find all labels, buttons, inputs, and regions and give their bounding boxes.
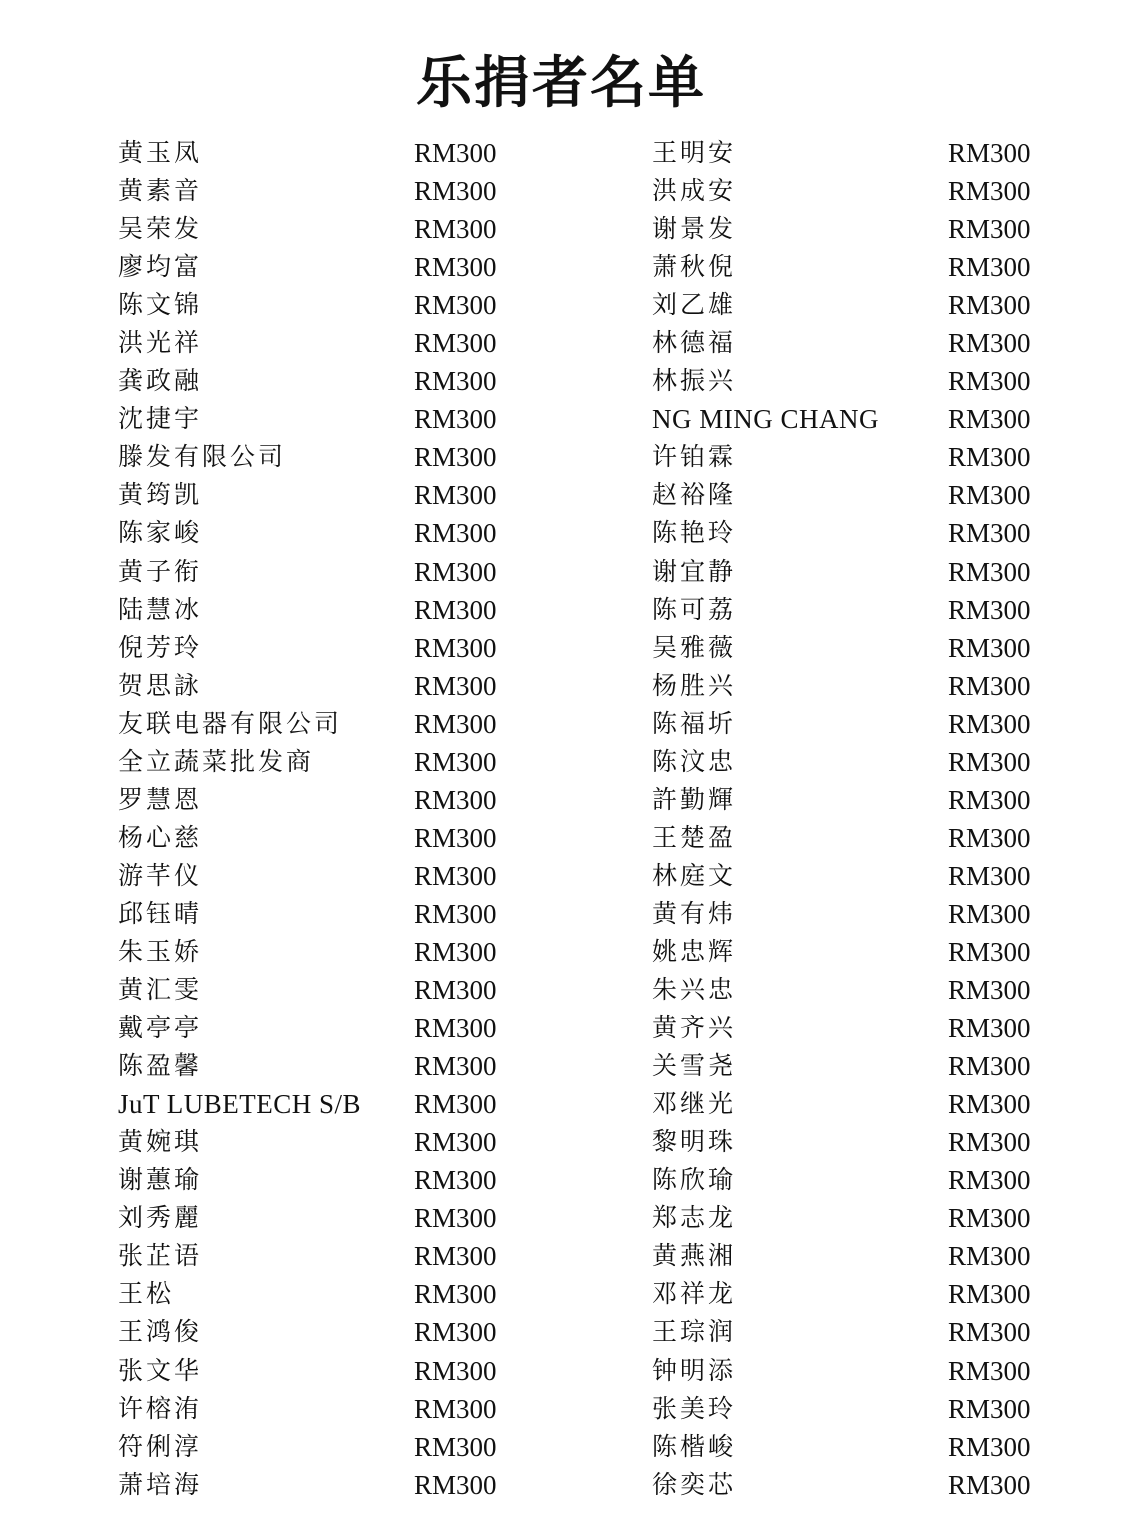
donor-row <box>118 591 558 629</box>
donor-name: 萧培海 <box>118 1469 203 1499</box>
donor-row <box>118 1009 558 1047</box>
donor-name: 许铂霖 <box>652 442 737 472</box>
donor-row <box>118 248 558 286</box>
donor-row <box>118 1466 558 1504</box>
donation-amount: RM300 <box>948 1469 1031 1500</box>
donor-row <box>652 476 1092 514</box>
donor-row <box>118 1390 558 1428</box>
donor-name: 沈捷宇 <box>118 404 203 434</box>
donor-name: 郑志龙 <box>652 1203 737 1233</box>
donor-row <box>652 324 1092 362</box>
donor-row <box>652 210 1092 248</box>
donor-row <box>652 1466 1092 1504</box>
donor-row <box>118 438 558 476</box>
donation-amount: RM300 <box>414 328 497 359</box>
donor-name: 王鸿俊 <box>118 1317 203 1347</box>
donor-name: 倪芳玲 <box>118 632 203 662</box>
donor-name: 刘乙雄 <box>652 290 737 320</box>
donor-row <box>118 667 558 705</box>
donor-name: 邱钰晴 <box>118 898 203 928</box>
donation-amount: RM300 <box>414 1127 497 1158</box>
donor-name: 陈文锦 <box>118 290 203 320</box>
donation-amount: RM300 <box>414 670 497 701</box>
donation-amount: RM300 <box>414 442 497 473</box>
donor-name: 洪成安 <box>652 176 737 206</box>
donor-name: 张美玲 <box>652 1393 737 1423</box>
donor-row <box>652 400 1092 438</box>
donor-name: 陈艳玲 <box>652 518 737 548</box>
donor-row <box>118 476 558 514</box>
donor-row <box>652 705 1092 743</box>
donor-name: 廖均富 <box>118 252 203 282</box>
donation-amount: RM300 <box>414 1013 497 1044</box>
donation-amount: RM300 <box>414 898 497 929</box>
donor-name: 吴荣发 <box>118 214 203 244</box>
donor-row <box>652 514 1092 552</box>
donor-name: 王明安 <box>652 138 737 167</box>
donor-name: 黄燕湘 <box>652 1241 737 1271</box>
donor-name: 徐奕芯 <box>652 1469 737 1499</box>
donor-name: 許勤輝 <box>652 784 737 814</box>
donor-name: 姚忠辉 <box>652 936 737 966</box>
donor-name: 陈盈馨 <box>118 1051 203 1081</box>
donation-amount: RM300 <box>948 822 1031 853</box>
donation-amount: RM300 <box>948 1241 1031 1272</box>
donor-row <box>652 362 1092 400</box>
donor-row <box>652 172 1092 210</box>
donation-amount: RM300 <box>948 290 1031 321</box>
donation-amount: RM300 <box>414 138 497 168</box>
donor-row <box>118 210 558 248</box>
donation-amount: RM300 <box>414 860 497 891</box>
donation-amount: RM300 <box>414 822 497 853</box>
donation-amount: RM300 <box>948 252 1031 283</box>
donor-row <box>118 172 558 210</box>
donor-row <box>118 1428 558 1466</box>
donor-name: 谢蕙瑜 <box>118 1165 203 1195</box>
donor-name: 杨心慈 <box>118 822 203 852</box>
donor-row <box>118 895 558 933</box>
donor-row <box>118 1161 558 1199</box>
donation-amount: RM300 <box>948 746 1031 777</box>
donor-row <box>118 819 558 857</box>
donation-amount: RM300 <box>414 1089 497 1120</box>
donation-amount: RM300 <box>948 1355 1031 1386</box>
donor-row <box>652 1237 1092 1275</box>
donation-amount: RM300 <box>414 632 497 663</box>
donor-row <box>118 743 558 781</box>
donation-amount: RM300 <box>414 1431 497 1462</box>
donor-name: 黄素音 <box>118 176 203 206</box>
donor-name: 萧秋倪 <box>652 252 737 282</box>
donor-row <box>652 1123 1092 1161</box>
donor-name: 张芷语 <box>118 1241 203 1271</box>
donation-amount: RM300 <box>948 1431 1031 1462</box>
donation-amount: RM300 <box>414 594 497 625</box>
donor-row <box>118 400 558 438</box>
donation-amount: RM300 <box>414 290 497 321</box>
donor-row <box>118 781 558 819</box>
donor-name: 洪光祥 <box>118 328 203 358</box>
donation-amount: RM300 <box>948 632 1031 663</box>
donation-amount: RM300 <box>948 1127 1031 1158</box>
donor-row <box>652 1009 1092 1047</box>
donor-row <box>118 1275 558 1313</box>
donor-name: 黄婉琪 <box>118 1127 203 1157</box>
donation-amount: RM300 <box>948 670 1031 701</box>
donation-amount: RM300 <box>948 518 1031 549</box>
donor-row <box>652 1199 1092 1237</box>
donor-name: 黄齐兴 <box>652 1013 737 1043</box>
donor-name: 陈家峻 <box>118 518 203 548</box>
donor-row <box>652 286 1092 324</box>
donor-row <box>652 971 1092 1009</box>
donation-amount: RM300 <box>414 1051 497 1082</box>
donor-name: 滕发有限公司 <box>118 442 287 472</box>
donor-row <box>118 1123 558 1161</box>
donation-amount: RM300 <box>948 1051 1031 1082</box>
donor-row <box>118 324 558 362</box>
donor-row <box>118 134 558 172</box>
donor-row <box>652 134 1092 172</box>
page-title: 乐捐者名单 <box>416 51 706 116</box>
donor-name: 朱玉娇 <box>118 936 203 966</box>
donation-amount: RM300 <box>414 1355 497 1386</box>
donation-amount: RM300 <box>414 1393 497 1424</box>
donor-row <box>652 1275 1092 1313</box>
donor-name: 林德福 <box>652 328 737 358</box>
donation-amount: RM300 <box>948 1089 1031 1120</box>
donation-amount: RM300 <box>948 404 1031 435</box>
donor-row <box>652 667 1092 705</box>
donation-amount: RM300 <box>414 1279 497 1310</box>
donor-row <box>652 857 1092 895</box>
donor-name: 朱兴忠 <box>652 975 737 1005</box>
donor-row <box>118 1352 558 1390</box>
donor-name: 陈福圻 <box>652 708 737 738</box>
donor-name: 陈可荔 <box>652 594 737 624</box>
donor-name: 赵裕隆 <box>652 480 737 510</box>
donation-amount: RM300 <box>948 936 1031 967</box>
donor-row <box>652 1313 1092 1351</box>
donor-row <box>652 438 1092 476</box>
donation-amount: RM300 <box>414 975 497 1006</box>
donor-name: 邓继光 <box>652 1089 737 1119</box>
donation-amount: RM300 <box>414 708 497 739</box>
donor-name: JuT LUBETECH S/B <box>118 1089 362 1120</box>
donor-name: 龚政融 <box>118 366 203 396</box>
donor-row <box>118 933 558 971</box>
donor-name: 陈欣瑜 <box>652 1165 737 1195</box>
donor-name: 王琮润 <box>652 1317 737 1347</box>
donor-row <box>652 629 1092 667</box>
donation-amount: RM300 <box>414 176 497 207</box>
donor-row <box>652 248 1092 286</box>
donor-name: 关雪尧 <box>652 1051 737 1081</box>
donation-amount: RM300 <box>948 898 1031 929</box>
donation-amount: RM300 <box>948 1203 1031 1234</box>
donation-amount: RM300 <box>948 480 1031 511</box>
donor-name: 张文华 <box>118 1355 203 1385</box>
donor-row <box>118 362 558 400</box>
donation-amount: RM300 <box>948 1013 1031 1044</box>
donor-row <box>118 514 558 552</box>
donor-name: 友联电器有限公司 <box>118 708 343 738</box>
donor-name: 戴亭亭 <box>118 1013 203 1043</box>
donor-name: 陈汶忠 <box>652 746 737 776</box>
donation-amount: RM300 <box>948 1165 1031 1196</box>
donation-amount: RM300 <box>414 936 497 967</box>
donation-amount: RM300 <box>948 176 1031 207</box>
donor-name: 陆慧冰 <box>118 594 203 624</box>
donation-amount: RM300 <box>414 556 497 587</box>
donor-row <box>652 933 1092 971</box>
donor-name: 谢宜静 <box>652 556 737 586</box>
donor-row <box>652 1161 1092 1199</box>
donation-amount: RM300 <box>414 480 497 511</box>
donor-row <box>652 1085 1092 1123</box>
donor-name: 陈楷峻 <box>652 1431 737 1461</box>
donor-row <box>118 971 558 1009</box>
donor-list-left <box>118 134 558 1504</box>
donor-name: 钟明添 <box>652 1355 737 1385</box>
donation-amount: RM300 <box>948 1279 1031 1310</box>
donor-name: NG MING CHANG <box>652 404 879 435</box>
donor-name: 游芊仪 <box>118 860 203 890</box>
donor-row <box>652 1390 1092 1428</box>
donation-amount: RM300 <box>414 746 497 777</box>
donor-row <box>118 857 558 895</box>
donation-amount: RM300 <box>948 784 1031 815</box>
donation-amount: RM300 <box>414 1241 497 1272</box>
donor-row <box>118 1047 558 1085</box>
donor-row <box>652 591 1092 629</box>
donor-row <box>652 781 1092 819</box>
donor-name: 王松 <box>118 1279 175 1309</box>
donor-row <box>652 895 1092 933</box>
donation-amount: RM300 <box>948 442 1031 473</box>
donation-amount: RM300 <box>948 138 1031 168</box>
donor-row <box>118 1199 558 1237</box>
donation-amount: RM300 <box>414 252 497 283</box>
donation-amount: RM300 <box>948 860 1031 891</box>
donor-row <box>118 705 558 743</box>
donor-name: 刘秀麗 <box>118 1203 203 1233</box>
donor-name: 谢景发 <box>652 214 737 244</box>
donor-row <box>118 1237 558 1275</box>
donation-amount: RM300 <box>414 1203 497 1234</box>
donation-amount: RM300 <box>948 975 1031 1006</box>
donor-row <box>652 1047 1092 1085</box>
donor-row <box>118 286 558 324</box>
donation-amount: RM300 <box>948 328 1031 359</box>
donation-amount: RM300 <box>948 556 1031 587</box>
donor-name: 符俐淳 <box>118 1431 203 1461</box>
donor-name: 黄玉凤 <box>118 138 203 167</box>
donor-row <box>118 1085 558 1123</box>
donor-row <box>118 553 558 591</box>
donation-amount: RM300 <box>414 404 497 435</box>
donor-row <box>652 1352 1092 1390</box>
donor-name: 全立蔬菜批发商 <box>118 746 315 776</box>
donor-row <box>652 743 1092 781</box>
donor-name: 林庭文 <box>652 860 737 890</box>
donation-amount: RM300 <box>948 366 1031 397</box>
donation-amount: RM300 <box>948 214 1031 245</box>
donor-name: 王楚盈 <box>652 822 737 852</box>
donor-name: 林振兴 <box>652 366 737 396</box>
donation-amount: RM300 <box>414 1165 497 1196</box>
donation-amount: RM300 <box>414 784 497 815</box>
donor-name: 黄汇雯 <box>118 975 203 1005</box>
donor-row <box>118 1313 558 1351</box>
donor-name: 许榕洧 <box>118 1393 203 1423</box>
donor-name: 吴雅薇 <box>652 632 737 662</box>
donation-amount: RM300 <box>414 214 497 245</box>
donation-amount: RM300 <box>414 1469 497 1500</box>
donor-row <box>652 1428 1092 1466</box>
donor-name: 黎明珠 <box>652 1127 737 1157</box>
donation-amount: RM300 <box>414 518 497 549</box>
donor-name: 杨胜兴 <box>652 670 737 700</box>
donor-name: 黄有炜 <box>652 898 737 928</box>
donation-amount: RM300 <box>414 366 497 397</box>
donation-amount: RM300 <box>948 1317 1031 1348</box>
donor-name: 邓祥龙 <box>652 1279 737 1309</box>
donor-row <box>118 629 558 667</box>
donor-row <box>652 819 1092 857</box>
donation-amount: RM300 <box>948 1393 1031 1424</box>
donation-amount: RM300 <box>948 708 1031 739</box>
donor-name: 黄子衔 <box>118 556 203 586</box>
donor-row <box>652 553 1092 591</box>
donor-name: 罗慧恩 <box>118 784 203 814</box>
donor-name: 贺思詠 <box>118 670 203 700</box>
donor-list-right <box>652 134 1092 1504</box>
donation-amount: RM300 <box>414 1317 497 1348</box>
donor-name: 黄筠凯 <box>118 480 203 510</box>
donation-amount: RM300 <box>948 594 1031 625</box>
